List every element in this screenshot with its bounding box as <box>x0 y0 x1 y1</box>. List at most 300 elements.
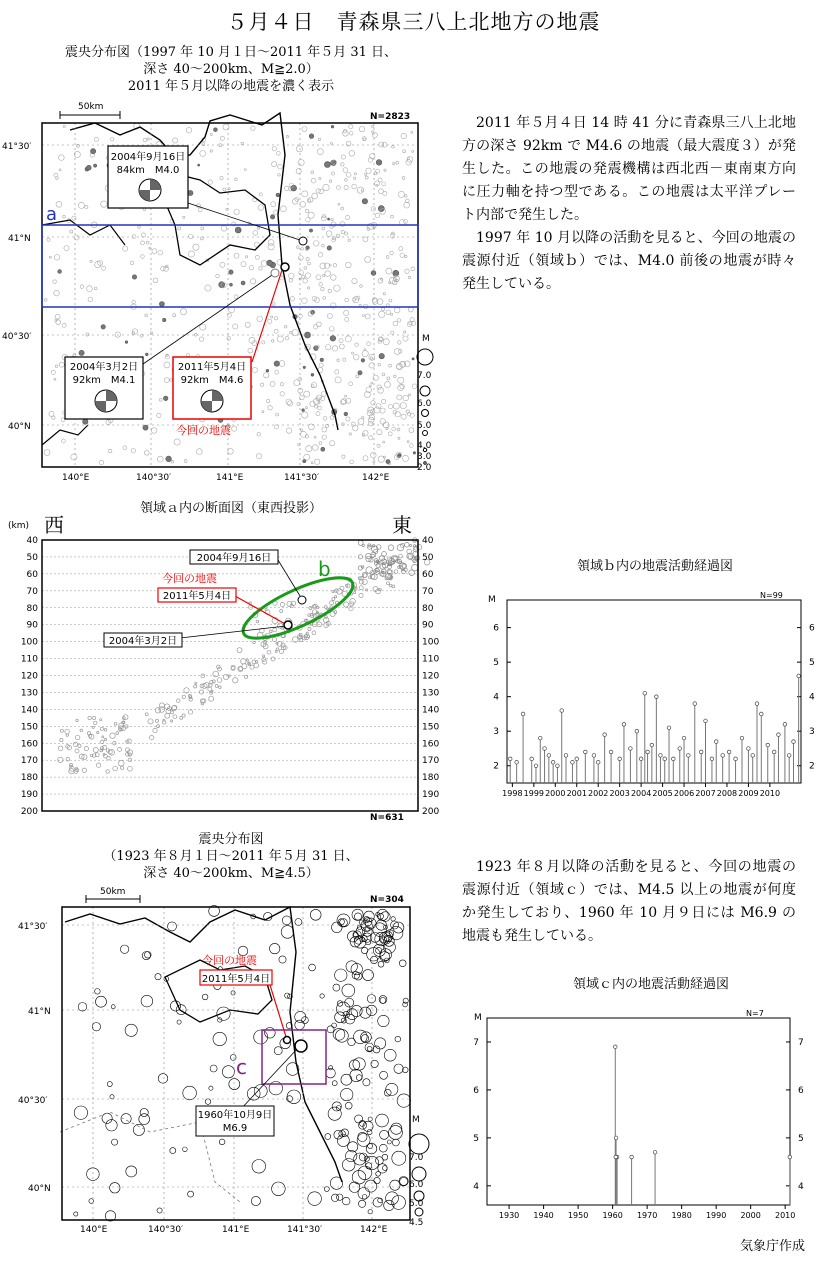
map1-epicenter-dot <box>188 251 194 257</box>
map1-epicenter-dot <box>328 218 330 220</box>
map1-epicenter-dot <box>303 279 307 283</box>
section-dot <box>215 684 218 687</box>
map1-epicenter-dot <box>271 340 274 343</box>
map1-epicenter-dot <box>178 227 181 230</box>
chartb-ytick-label: 3 <box>809 727 815 738</box>
map2-epicenter-dot <box>365 1180 377 1192</box>
map1-epicenter-dot <box>232 426 237 431</box>
map1-epicenter-dot <box>311 373 314 376</box>
map1-epicenter-dot <box>379 353 384 358</box>
map1-epicenter-dot <box>115 332 120 337</box>
map1-epicenter-dot <box>314 241 320 247</box>
chartc-xtick-label: 1930 <box>498 1211 520 1220</box>
map1-epicenter-dot <box>141 233 145 237</box>
map1-epicenter-dot <box>349 125 353 129</box>
chartc-xtick-label: 1940 <box>533 1211 554 1220</box>
section-dot <box>332 591 334 593</box>
section-dot <box>106 770 109 773</box>
map1-epicenter-dot <box>102 266 106 270</box>
chartb-point <box>751 754 755 758</box>
map2-epicenter-dot <box>373 1046 380 1053</box>
map1-epicenter-dot <box>320 397 324 401</box>
section-dot <box>128 758 131 761</box>
description-1-para2: 1997 年 10 月以降の活動を見ると、今回の地震の震源付近（領域ｂ）では、M4.0 前後の地震が時々発生している。 <box>462 230 796 292</box>
map1-epicenter-dot <box>230 283 233 286</box>
beachball-icon <box>139 179 161 201</box>
map1-epicenter-dot <box>341 155 345 159</box>
map2-epicenter-dot <box>403 1002 408 1007</box>
map1-epicenter-dot <box>400 403 406 409</box>
chartc-count: N=7 <box>746 1009 764 1018</box>
map1-epicenter-dot <box>302 412 308 418</box>
map1-epicenter-dot <box>272 303 275 306</box>
map1-epicenter-dot <box>289 279 292 282</box>
section-dot <box>60 739 63 742</box>
chartb-ytick-label: 5 <box>809 658 815 669</box>
map1-epicenter-dot <box>391 331 394 334</box>
map1-epicenter-map <box>0 95 440 485</box>
map1-epicenter-dot <box>163 396 168 401</box>
chartb-xtick-label: 2005 <box>652 789 673 798</box>
section-dot <box>123 715 128 720</box>
chartb-point <box>783 723 787 727</box>
map1-epicenter-dot <box>157 413 161 417</box>
chartb-point <box>622 723 626 727</box>
section-dot <box>359 586 363 590</box>
map1-epicenter-dot <box>334 285 340 291</box>
chartb-point <box>755 702 759 706</box>
map1-epicenter-dot <box>241 142 244 145</box>
chartc-xtick-label: 1970 <box>636 1211 658 1220</box>
map1-epicenter-dot <box>393 163 395 165</box>
map1-epicenter-dot <box>327 246 331 250</box>
map1-epicenter-dot <box>353 354 359 360</box>
chartb-point <box>556 764 560 768</box>
map1-epicenter-dot <box>400 253 404 257</box>
map1-epicenter-dot <box>382 308 385 311</box>
map2-epicenter-dot <box>391 917 395 921</box>
section-dot <box>237 648 242 653</box>
chartb-ytick-label: 3 <box>493 727 499 738</box>
map2-epicenter-dot <box>202 994 208 1000</box>
map1-epicenter-dot <box>159 399 162 402</box>
map1-epicenter-dot <box>300 202 306 208</box>
map2-epicenter-dot <box>133 1124 144 1135</box>
map1-epicenter-dot <box>341 163 344 166</box>
section-dot <box>114 722 117 725</box>
map2-epicenter-dot <box>205 1099 211 1105</box>
section-dot <box>366 567 373 574</box>
map1-epicenter-dot <box>407 441 409 443</box>
map1-epicenter-dot <box>63 125 65 127</box>
section-dot <box>78 744 81 747</box>
chartb-ytick-label: 2 <box>493 761 499 772</box>
map1-epicenter-dot <box>369 385 371 387</box>
section-dot <box>354 592 356 594</box>
section-dot <box>409 570 415 576</box>
chartb-point <box>787 754 791 758</box>
map1-epicenter-dot <box>352 184 357 189</box>
map1-epicenter-dot <box>408 276 410 278</box>
map1-epicenter-dot <box>144 450 149 455</box>
map2-epicenter-dot <box>392 1139 399 1146</box>
map1-epicenter-dot <box>371 382 373 384</box>
map1-epicenter-dot <box>397 363 403 369</box>
section-dot <box>102 745 106 749</box>
chartb-point <box>663 757 667 761</box>
chartc-marks <box>613 1045 791 1205</box>
map1-epicenter-dot <box>78 202 84 208</box>
map1-epicenter-dot <box>338 203 340 205</box>
map2-epicenter-dot <box>328 1107 341 1120</box>
chartb-xtick-label: 1998 <box>502 789 523 798</box>
map2-epicenter-dot <box>353 931 361 939</box>
map1-epicenter-dot <box>305 407 307 409</box>
map1-caption-line2: 深さ 40～200km、M≧2.0） <box>143 62 319 77</box>
map1-epicenter-dot <box>322 244 325 247</box>
chartb-ytick-label: 5 <box>493 658 499 669</box>
map1-epicenter-dot <box>393 403 399 409</box>
map2-epicenter-dot <box>285 993 290 998</box>
map1-caption <box>42 44 420 95</box>
map1-epicenter-dot <box>138 226 141 229</box>
map1-epicenter-dot <box>354 173 356 175</box>
section-dot <box>247 659 249 661</box>
section-dot <box>113 766 118 771</box>
map1-epicenter-dot <box>358 371 362 375</box>
map1-box1-date: 2004年9月16日 <box>110 152 186 163</box>
map2-epicenter-dot <box>332 922 343 933</box>
map2-epicenter-dot <box>111 1005 115 1009</box>
section-dot <box>387 582 390 585</box>
map2-epicenter-dot <box>254 1085 267 1098</box>
map1-box2-info: 92km M4.1 <box>72 375 136 386</box>
map1-epicenter-dot <box>383 441 385 443</box>
map1-epicenter-dot <box>220 136 224 140</box>
section-depth-label: 80 <box>26 603 38 614</box>
map1-epicenter-dot <box>312 445 318 451</box>
map1-epicenter-dot <box>358 419 364 425</box>
map2-epicenter-dot <box>359 1200 366 1207</box>
section-dot <box>272 637 276 641</box>
map1-epicenter-dot <box>99 460 103 464</box>
map1-epicenter-dot <box>356 296 360 300</box>
map1-epicenter-dot <box>79 350 84 355</box>
section-dot <box>359 580 363 584</box>
map2-epicenter-dot <box>348 1038 356 1046</box>
chartb-point <box>734 757 738 761</box>
map2-epicenter-dot <box>342 1197 350 1205</box>
map1-epicenter-dot <box>312 193 318 199</box>
chartb-marks <box>508 674 800 783</box>
map2-epicenter-dot <box>231 991 235 995</box>
map1-epicenter-dot <box>306 258 309 261</box>
map2-epicenter-dot <box>345 1102 352 1109</box>
section-dot <box>84 747 88 751</box>
chartc-caption: 領域ｃ内の地震活動経過図 <box>572 977 729 992</box>
section-dot <box>263 655 265 657</box>
chartc-xticks <box>499 1205 795 1220</box>
map1-epicenter-dot <box>345 298 349 302</box>
map1-epicenter-dot <box>395 412 400 417</box>
map1-epicenter-dot <box>274 317 277 320</box>
map1-epicenter-dot <box>130 261 134 265</box>
map2-epicenter-dot <box>279 956 286 963</box>
chartc-ytick-label: 7 <box>473 1037 479 1048</box>
map1-lon-140: 140°E <box>62 473 90 483</box>
map1-epicenter-dot <box>369 363 374 368</box>
map2-epicenter-dot <box>282 916 291 925</box>
section-dot <box>201 674 205 678</box>
map1-box3-info: 92km M4.6 <box>180 375 244 386</box>
chartb-point <box>672 757 676 761</box>
map1-eq-2011-5 <box>281 263 289 271</box>
map1-epicenter-dot <box>289 273 295 279</box>
map1-epicenter-dot <box>193 244 199 250</box>
map1-epicenter-dot <box>348 239 351 242</box>
map1-epicenter-dot <box>371 452 377 458</box>
map1-box3-date: 2011年5月4日 <box>177 362 247 373</box>
map2-epicenter-dot <box>394 1064 403 1073</box>
map1-epicenter-dot <box>321 392 326 397</box>
chartb-xtick-label: 1999 <box>523 789 545 798</box>
map1-epicenter-dot <box>173 138 178 143</box>
section-count: N=631 <box>370 813 404 820</box>
map1-epicenter-dot <box>344 185 348 189</box>
map2-epicenter-dot <box>366 1005 376 1015</box>
map1-epicenter-dot <box>329 264 331 266</box>
map1-epicenter-dot <box>318 252 323 257</box>
chartb-point <box>575 757 579 761</box>
map1-epicenter-dot <box>54 173 58 177</box>
section-depth-label: 110 <box>20 654 38 665</box>
section-caption: 領域ａ内の断面図（東西投影） <box>139 501 322 516</box>
map1-epicenter-dot <box>330 142 332 144</box>
map1-epicenter-dot <box>319 442 322 445</box>
chartb-point <box>792 740 796 744</box>
map1-epicenter-dot <box>374 181 379 186</box>
section-dot <box>58 757 63 762</box>
map2-epicenter-dot <box>295 919 302 926</box>
map1-epicenter-dot <box>260 383 263 386</box>
map2-epicenter-dot <box>213 1032 226 1045</box>
map1-epicenter-dot <box>146 353 149 356</box>
map1-epicenter-dot <box>186 127 192 133</box>
map1-lat-40-30: 40°30′ <box>2 332 32 342</box>
section-dot <box>118 747 122 751</box>
section-depth-left <box>21 536 38 817</box>
map1-epicenter-dot <box>299 270 304 275</box>
section-dot <box>82 768 86 772</box>
map1-epicenter-dot <box>257 227 259 229</box>
map2-epicenter-dot <box>158 1074 168 1084</box>
map1-epicenter-dot <box>398 385 404 391</box>
section-dot <box>399 554 403 558</box>
map1-epicenter-dot <box>132 275 136 279</box>
map1-epicenter-dot <box>308 262 311 265</box>
map1-epicenter-dot <box>331 172 334 175</box>
section-dot <box>332 598 335 601</box>
section-dot <box>171 720 173 722</box>
map1-epicenter-dot <box>403 395 409 401</box>
map1-epicenter-dot <box>411 267 415 271</box>
map1-epicenter-dot <box>270 215 274 219</box>
map1-epicenter-dot <box>346 173 351 178</box>
map1-epicenter-dot <box>383 293 385 295</box>
map1-epicenter-dot <box>304 391 310 397</box>
map1-epicenter-dot <box>352 352 354 354</box>
map2-epicenter-dot <box>400 1177 408 1185</box>
map1-scale-label: 50km <box>78 102 104 112</box>
map1-epicenter-dot <box>276 413 279 416</box>
map1-epicenter-dot <box>331 160 337 166</box>
map1-epicenter-dot <box>301 248 304 251</box>
map2-epicenter-dot <box>399 1177 408 1186</box>
section-depth-label: 150 <box>422 722 440 733</box>
map1-epicenter-dot <box>311 178 316 183</box>
map2-epicenter-dot <box>374 1177 380 1183</box>
map2-mag-5: 5.0 <box>409 1199 424 1209</box>
section-dot <box>267 650 271 654</box>
map1-epicenter-dot <box>337 186 341 190</box>
map2-epicenter-dot <box>376 1171 381 1176</box>
map2-epicenter-dot <box>126 1166 137 1177</box>
section-dot <box>256 620 259 623</box>
chartb-point <box>704 719 708 723</box>
map1-epicenter-dot <box>83 419 88 424</box>
section-depth-label: 50 <box>26 552 38 563</box>
map2-epicenter-dot <box>183 1086 197 1100</box>
map1-epicenter-dot <box>147 138 149 140</box>
map1-epicenter-dot <box>386 460 390 464</box>
section-dot <box>233 678 238 683</box>
map1-epicenter-dot <box>372 125 374 127</box>
map1-epicenter-dot <box>377 429 382 434</box>
section-depth-label: 160 <box>422 739 440 750</box>
section-dot <box>60 729 63 732</box>
map2-epicenter-dot <box>379 1144 387 1152</box>
map1-mag-title: M <box>422 334 430 344</box>
map2-epicenter-dot <box>368 1117 372 1121</box>
map1-epicenter-dot <box>272 147 276 151</box>
chartb-count: N=99 <box>760 591 783 600</box>
map1-epicenter-dot <box>153 278 158 283</box>
chartc-point <box>614 1136 618 1140</box>
section-dot <box>273 628 277 632</box>
map1-epicenter-dot <box>365 314 370 319</box>
map2-caption-line2: （1923 年８月１日～2011 年５月 31 日、 <box>103 849 359 864</box>
map1-epicenter-dot <box>327 314 332 319</box>
map1-epicenter-dot <box>405 255 407 257</box>
map1-lat-41: 41°N <box>8 234 31 244</box>
map1-epicenter-dot <box>220 177 223 180</box>
section-dot <box>166 709 171 714</box>
section-dot <box>75 749 79 753</box>
section-dot <box>280 610 283 613</box>
chartc-point <box>630 1155 634 1159</box>
map1-epicenter-dot <box>376 169 380 173</box>
map1-epicenter-dot <box>298 256 303 261</box>
section-dot <box>330 601 334 605</box>
map2-epicenter-dot <box>329 1066 333 1070</box>
map2-epicenter-dot <box>339 1131 346 1138</box>
map1-epicenter-dot <box>360 285 363 288</box>
map1-epicenter-dot <box>274 425 278 429</box>
map1-epicenter-dot <box>216 274 220 278</box>
map1-epicenter-dot <box>56 320 61 325</box>
map1-epicenter-dot <box>298 444 300 446</box>
map1-epicenter-dot <box>205 285 211 291</box>
map2-epicenter-dot <box>352 909 363 920</box>
chartb-xtick-label: 2001 <box>566 789 587 798</box>
section-dot <box>65 729 70 734</box>
chartc-point <box>653 1150 657 1154</box>
chartb-point <box>687 754 691 758</box>
section-dot <box>271 657 275 661</box>
map2-epicenter-dot <box>375 1038 386 1049</box>
map1-epicenter-dot <box>305 273 310 278</box>
map1-epicenter-dot <box>405 269 409 273</box>
section-dot <box>100 727 103 730</box>
map2-epicenter-dot <box>337 1001 343 1007</box>
map1-epicenter-dot <box>151 428 157 434</box>
map1-epicenter-dot <box>315 459 320 464</box>
map1-epicenter-dot <box>401 414 406 419</box>
map1-epicenter-dot <box>290 331 292 333</box>
map2-epicenter-dot <box>335 1012 346 1023</box>
map1-lon-141-30: 141°30′ <box>284 473 320 483</box>
chartb-point <box>564 754 568 758</box>
map1-epicenter-dot <box>271 202 276 207</box>
map2-epicenter-dot <box>188 1191 194 1197</box>
section-dot <box>359 593 363 597</box>
map1-epicenter-dot <box>322 427 327 432</box>
chartb-xtick-label: 2010 <box>759 789 781 798</box>
map2-caption-line3: 深さ 40～200km、M≧4.5） <box>143 866 319 881</box>
section-dot <box>97 731 99 733</box>
map2-epicenter-dot <box>270 943 280 953</box>
map1-epicenter-dot <box>401 133 406 138</box>
chartb-point <box>629 747 633 751</box>
chartc <box>460 1006 810 1228</box>
map1-epicenter-dot <box>304 267 307 270</box>
map2-lat-41: 41°N <box>28 1007 51 1017</box>
map1-epicenter-dot <box>59 362 64 367</box>
map1-epicenter-dot <box>394 307 400 313</box>
section-depth-label: 200 <box>20 807 38 817</box>
map2-epicenter-dot <box>332 1023 337 1028</box>
map2-current-label: 今回の地震 <box>202 954 257 967</box>
map1-epicenter-dot <box>123 446 127 450</box>
map2-epicenter-map <box>0 882 440 1240</box>
description-2-para1: 1923 年８月以降の活動を見ると、今回の地震の震源付近（領域ｃ）では、M4.5 以上の地震が何度か発生しており、1960 年 10 月９日には M6.9 の地震も発生している。 <box>462 859 796 944</box>
map1-caption-line1: 震央分布図（1997 年 10 月１日～2011 年５月 31 日、 <box>64 45 398 60</box>
map1-epicenter-dot <box>389 299 392 302</box>
section-depth-label: 170 <box>422 756 440 767</box>
map1-epicenter-dot <box>302 298 308 304</box>
map1-epicenter-dot <box>250 279 255 284</box>
map1-epicenter-dot <box>409 428 414 433</box>
section-dot <box>66 734 68 736</box>
map1-epicenter-dot <box>352 278 357 283</box>
map1-region-a-label: a <box>46 204 58 225</box>
section-dot <box>145 713 148 716</box>
map1-epicenter-dot <box>330 441 335 446</box>
map2-epicenter-dot <box>272 1182 286 1196</box>
map1-epicenter-dot <box>372 133 377 138</box>
section-depth-label: 140 <box>422 705 440 716</box>
section-depth-label: 120 <box>20 671 38 682</box>
